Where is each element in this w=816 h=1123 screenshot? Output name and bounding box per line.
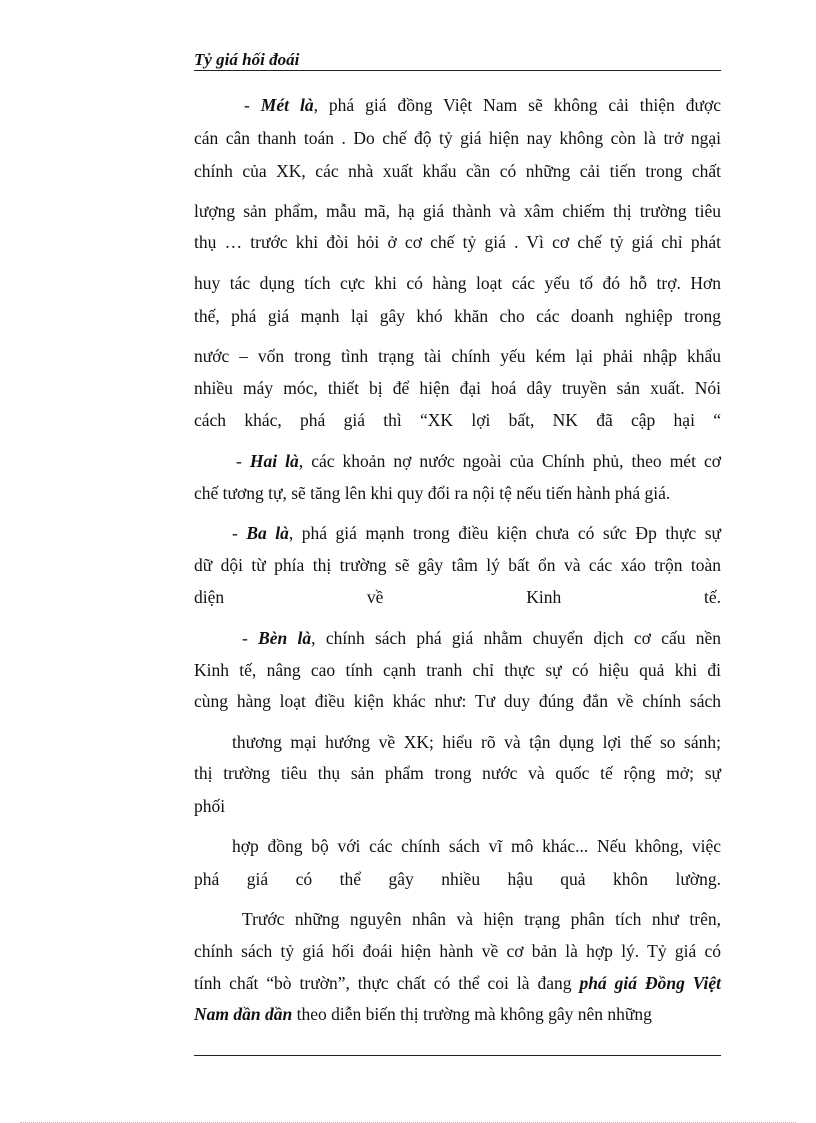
para1-line4: lượng sản phẩm, mẫu mã, hạ giá thành và xâm chiếm thị trường tiêu — [194, 201, 721, 221]
para1-line6: huy tác dụng tích cực khi có hàng loạt các yếu tố đó hỗ trợ. Hơn — [194, 273, 721, 293]
para1-term: Mét là — [260, 95, 314, 115]
para4-line7: hợp đồng bộ với các chính sách vĩ mô khác... Nếu không, việc — [232, 836, 721, 856]
page-header-title: Tỷ giá hối đoái — [194, 50, 300, 69]
para3-line2: dữ dội từ phía thị trường sẽ gây tâm lý bất ổn và các xáo trộn toàn — [194, 555, 721, 575]
para4-line6: phối — [194, 796, 226, 816]
para4-term: Bèn là — [258, 628, 312, 648]
para5-line3: tính chất “bò trườn”, thực chất có thể coi là đang phá giá Đồng Việt — [194, 973, 721, 993]
para1-line2: cán cân thanh toán . Do chế độ tỷ giá hiện nay không còn là trở ngại — [194, 128, 721, 148]
para1-line10: cách khác, phá giá thì “XK lợi bất, NK đã cập hại “ — [194, 410, 721, 430]
para2-term: Hai là — [249, 451, 299, 471]
para4-line3: cùng hàng loạt điều kiện khác như: Tư duy đúng đắn về chính sách — [194, 691, 721, 711]
para4-line8: phá giá có thể gây nhiều hậu quả khôn lường. — [194, 869, 721, 889]
header-rule — [194, 70, 721, 71]
para1-line8: nước – vốn trong tình trạng tài chính yếu kém lại phải nhập khẩu — [194, 346, 721, 366]
para4-line1: - Bèn là, chính sách phá giá nhằm chuyển dịch cơ cấu nền — [242, 628, 721, 648]
para5-emphasis-1: phá giá Đồng Việt — [579, 973, 721, 993]
para1-line7: thế, phá giá mạnh lại gây khó khăn cho các doanh nghiệp trong — [194, 306, 721, 326]
para4-line4: thương mại hướng về XK; hiểu rõ và tận dụng lợi thế so sánh; — [232, 732, 721, 752]
para2-line1: - Hai là, các khoản nợ nước ngoài của Chính phủ, theo mét cơ — [236, 451, 722, 471]
para1-line3: chính của XK, các nhà xuất khẩu cần có những cải tiến trong chất — [194, 161, 721, 181]
para5-line1: Trước những nguyên nhân và hiện trạng phân tích như trên, — [242, 909, 721, 929]
para2-line2: chế tương tự, sẽ tăng lên khi quy đổi ra nội tệ nếu tiến hành phá giá. — [194, 483, 671, 503]
para4-line2: Kinh tế, nâng cao tính cạnh tranh chỉ thực sự có hiệu quả khi đi — [194, 660, 721, 680]
para3-line3: diện về Kinh tế. — [194, 587, 721, 607]
para1-line1: - Mét là, phá giá đồng Việt Nam sẽ không cải thiện được — [244, 95, 721, 115]
para4-line5: thị trường tiêu thụ sản phẩm trong nước và quốc tế rộng mở; sự — [194, 763, 721, 783]
para1-line9: nhiều máy móc, thiết bị để hiện đại hoá dây truyền sản xuất. Nói — [194, 378, 721, 398]
para4-lead: - — [242, 628, 259, 648]
para3-line1: - Ba là, phá giá mạnh trong điều kiện chưa có sức Ðp thực sự — [232, 523, 721, 543]
para5-emphasis-2: Nam dần dần — [194, 1004, 293, 1024]
para5-line2: chính sách tỷ giá hối đoái hiện hành về cơ bản là hợp lý. Tỷ giá có — [194, 941, 721, 961]
para1-line5: thụ … trước khi đòi hỏi ở cơ chế tỷ giá . Vì cơ chế tỷ giá chỉ phát — [194, 232, 721, 252]
para5-line4: Nam dần dần theo diễn biến thị trường mà không gây nên những — [194, 1004, 652, 1024]
para2-lead: - — [236, 451, 250, 471]
para1-lead: - — [244, 95, 261, 115]
footer-rule — [194, 1055, 721, 1056]
para3-term: Ba là — [246, 523, 289, 543]
para3-lead: - — [232, 523, 247, 543]
